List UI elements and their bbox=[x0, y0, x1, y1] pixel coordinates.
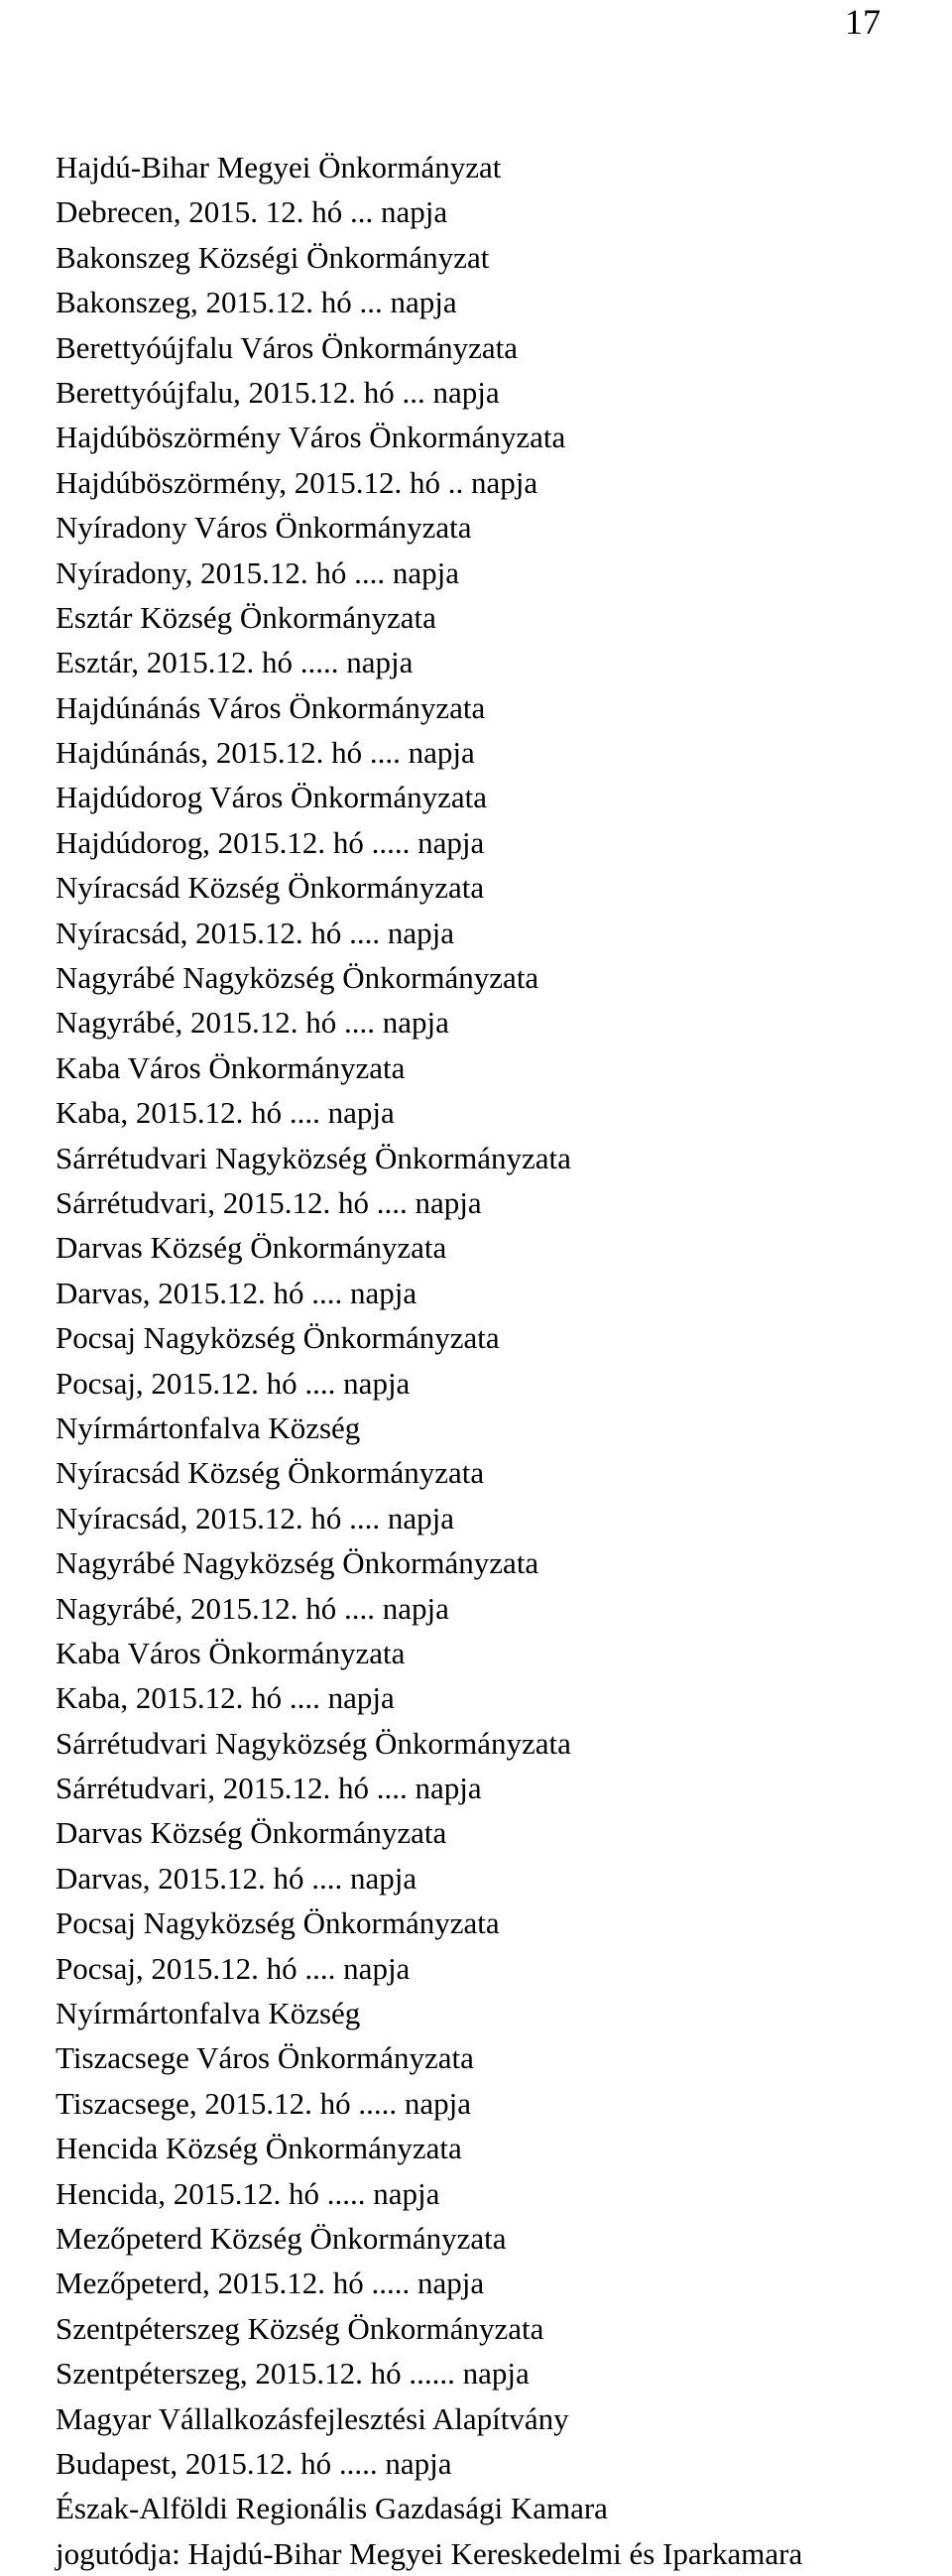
text-line: Hajdúnánás Város Önkormányzata bbox=[56, 689, 486, 725]
text-line: Nagyrábé, 2015.12. hó .... napja bbox=[56, 1590, 449, 1626]
signatory-list bbox=[56, 145, 952, 2576]
text-line: Szentpéterszeg, 2015.12. hó ...... napja bbox=[56, 2356, 530, 2392]
text-line: Észak-Alföldi Regionális Gazdasági Kamara bbox=[56, 2491, 608, 2526]
text-line: Hajdú-Bihar Megyei Önkormányzat bbox=[56, 150, 502, 184]
text-line: Mezőpeterd, 2015.12. hó ..... napja bbox=[56, 2266, 485, 2301]
text-line: Sárrétudvari Nagyközség Önkormányzata bbox=[56, 1725, 571, 1761]
text-line: Nagyrábé, 2015.12. hó .... napja bbox=[56, 1005, 449, 1041]
text-line: Nagyrábé Nagyközség Önkormányzata bbox=[56, 960, 539, 996]
text-line: Budapest, 2015.12. hó ..... napja bbox=[56, 2445, 452, 2481]
text-line: Kaba Város Önkormányzata bbox=[56, 1049, 406, 1085]
text-line: Sárrétudvari, 2015.12. hó .... napja bbox=[56, 1771, 482, 1806]
text-line: Hajdúböszörmény Város Önkormányzata bbox=[56, 420, 566, 455]
text-line: Esztár, 2015.12. hó ..... napja bbox=[56, 645, 414, 680]
text-line: Hajdúnánás, 2015.12. hó .... napja bbox=[56, 735, 475, 771]
page-number: 17 bbox=[845, 2, 881, 42]
text-line: Pocsaj Nagyközség Önkormányzata bbox=[56, 1905, 500, 1941]
text-line: Tiszacsege Város Önkormányzata bbox=[56, 2040, 474, 2076]
text-line: Nagyrábé Nagyközség Önkormányzata bbox=[56, 1545, 539, 1581]
text-line: Esztár Község Önkormányzata bbox=[56, 599, 436, 635]
text-line: Bakonszeg, 2015.12. hó ... napja bbox=[56, 285, 457, 320]
text-line: Darvas, 2015.12. hó .... napja bbox=[56, 1275, 417, 1310]
text-line: Pocsaj, 2015.12. hó .... napja bbox=[56, 1950, 411, 1986]
text-line: Nyíradony, 2015.12. hó .... napja bbox=[56, 554, 459, 590]
text-line: Nyíradony Város Önkormányzata bbox=[56, 510, 472, 546]
text-line: Kaba, 2015.12. hó .... napja bbox=[56, 1095, 395, 1131]
text-line: Kaba Város Önkormányzata bbox=[56, 1635, 406, 1670]
text-line: Magyar Vállalkozásfejlesztési Alapítvány bbox=[56, 2400, 569, 2436]
text-line: Hajdúdorog, 2015.12. hó ..... napja bbox=[56, 824, 485, 860]
text-line: Hajdúdorog Város Önkormányzata bbox=[56, 780, 488, 815]
text-line: Nyírmártonfalva Község bbox=[56, 1996, 361, 2031]
text-line: Kaba, 2015.12. hó .... napja bbox=[56, 1680, 395, 1716]
text-line: Hencida Község Önkormányzata bbox=[56, 2131, 462, 2166]
text-line: Darvas Község Önkormányzata bbox=[56, 1815, 447, 1851]
text-line: Hajdúböszörmény, 2015.12. hó .. napja bbox=[56, 464, 538, 500]
text-line: Nyíracsád, 2015.12. hó .... napja bbox=[56, 1500, 455, 1535]
text-line: Darvas, 2015.12. hó .... napja bbox=[56, 1860, 417, 1896]
text-line: Nyíracsád, 2015.12. hó .... napja bbox=[56, 915, 455, 950]
text-line: Nyírmártonfalva Község bbox=[56, 1410, 361, 1445]
text-line: Nyíracsád Község Önkormányzata bbox=[56, 1455, 485, 1491]
text-line: Hencida, 2015.12. hó ..... napja bbox=[56, 2175, 440, 2211]
text-line: Sárrétudvari, 2015.12. hó .... napja bbox=[56, 1184, 482, 1220]
text-line: Sárrétudvari Nagyközség Önkormányzata bbox=[56, 1140, 571, 1175]
text-line: Bakonszeg Községi Önkormányzat bbox=[56, 239, 490, 275]
text-line: Darvas Község Önkormányzata bbox=[56, 1230, 447, 1266]
text-line: Berettyóújfalu, 2015.12. hó ... napja bbox=[56, 374, 500, 410]
text-line: Nyíracsád Község Önkormányzata bbox=[56, 870, 485, 906]
text-line: Pocsaj Nagyközség Önkormányzata bbox=[56, 1320, 500, 1356]
text-line: Tiszacsege, 2015.12. hó ..... napja bbox=[56, 2085, 472, 2121]
text-line: jogutódja: Hajdú-Bihar Megyei Kereskedelmi és Iparkamara bbox=[56, 2535, 803, 2571]
text-line: Debrecen, 2015. 12. hó ... napja bbox=[56, 194, 448, 230]
text-line: Pocsaj, 2015.12. hó .... napja bbox=[56, 1365, 411, 1401]
text-line: Szentpéterszeg Község Önkormányzata bbox=[56, 2310, 544, 2346]
text-line: Berettyóújfalu Város Önkormányzata bbox=[56, 329, 518, 365]
text-line: Mezőpeterd Község Önkormányzata bbox=[56, 2220, 507, 2256]
